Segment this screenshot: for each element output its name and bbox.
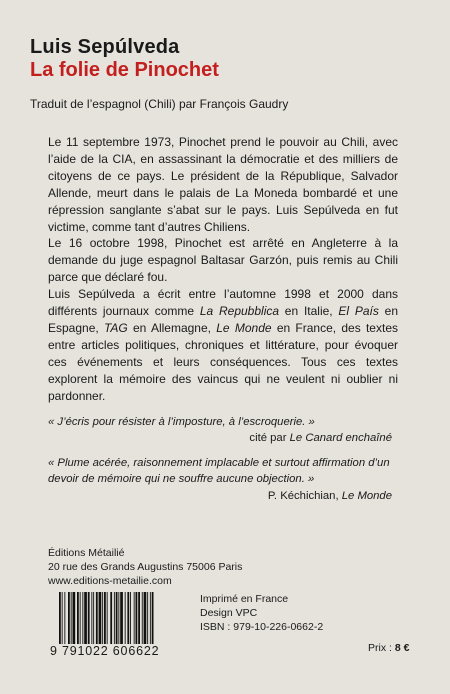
barcode-bar bbox=[84, 592, 87, 644]
barcode-bar bbox=[93, 592, 94, 644]
publisher-name: Éditions Métailié bbox=[48, 547, 125, 559]
press-quotes bbox=[48, 414, 392, 504]
barcode-bar bbox=[116, 592, 118, 644]
barcode-bar bbox=[138, 592, 140, 644]
barcode-bar bbox=[134, 592, 135, 644]
printed-in: Imprimé en France bbox=[200, 593, 289, 605]
barcode-bar bbox=[64, 592, 65, 644]
barcode-bar bbox=[73, 592, 76, 644]
newspaper-pais: El País bbox=[338, 304, 379, 319]
barcode-bar bbox=[118, 592, 119, 644]
barcode-bar bbox=[71, 592, 72, 644]
p3-text-5: en France, des textes entre articles politiques, chroniques et littérature, pour évoquer ces événements et leurs conséquences. Tous ces textes explorent la mémoire des vaincus qui ne veulent ni oublier ni pardonner. bbox=[48, 320, 398, 403]
barcode-digits: 9 791022 606622 bbox=[50, 644, 160, 658]
barcode-bar bbox=[152, 592, 154, 644]
barcode-bar bbox=[130, 592, 131, 644]
barcode-bar bbox=[147, 592, 148, 644]
newspaper-repubblica: La Repubblica bbox=[199, 304, 280, 319]
blurb bbox=[48, 134, 398, 405]
barcode-bar bbox=[62, 592, 63, 644]
barcode-bar bbox=[99, 592, 102, 644]
print-info bbox=[200, 592, 323, 635]
isbn-barcode bbox=[50, 592, 180, 660]
barcode-bar bbox=[136, 592, 138, 644]
p3-text-2: en Italie, bbox=[279, 304, 339, 319]
barcode-bar bbox=[127, 592, 129, 644]
barcode-bar bbox=[120, 592, 123, 644]
publisher-block bbox=[48, 546, 242, 589]
newspaper-monde: Le Monde bbox=[216, 320, 272, 335]
barcode-bars bbox=[58, 592, 176, 644]
blurb-paragraph-2: Le 16 octobre 1998, Pinochet est arrêté en Angleterre à la demande du juge espagnol Baltasar Garzón, puis remis au Chili parce que déclaré fou. bbox=[48, 236, 398, 285]
barcode-bar bbox=[102, 592, 103, 644]
barcode-bar bbox=[142, 592, 143, 644]
barcode-bar bbox=[114, 592, 115, 644]
design-credit: Design VPC bbox=[200, 607, 258, 620]
p3-text-1: Luis Sepúlveda a écrit entre l’automne 1998 et 2000 dans différents journaux comme bbox=[48, 287, 398, 319]
publisher-address: 20 rue des Grands Augustins 75006 Paris bbox=[48, 561, 243, 574]
p3-text-4: en Allemagne, bbox=[127, 320, 217, 335]
barcode-bar bbox=[96, 592, 98, 644]
barcode-bar bbox=[104, 592, 106, 644]
barcode-bar bbox=[144, 592, 147, 644]
price-label: Prix : bbox=[368, 642, 395, 654]
isbn-number: ISBN : 979-10-226-0662-2 bbox=[200, 621, 324, 634]
quote-2-attr-prefix: P. Kéchichian, bbox=[267, 489, 342, 502]
quote-1-attribution bbox=[48, 430, 392, 446]
barcode-bar bbox=[82, 592, 83, 644]
quote-2-attribution bbox=[48, 488, 392, 504]
price bbox=[368, 642, 409, 654]
barcode-bar bbox=[125, 592, 126, 644]
quote-1-text: « J’écris pour résister à l’imposture, à l’escroquerie. » bbox=[48, 416, 315, 428]
translator-credit: Traduit de l’espagnol (Chili) par François Gaudry bbox=[30, 97, 289, 111]
book-title: La folie de Pinochet bbox=[30, 59, 219, 81]
author-name: Luis Sepúlveda bbox=[30, 36, 180, 58]
blurb-paragraph-3 bbox=[48, 286, 398, 404]
barcode-bar bbox=[150, 592, 151, 644]
barcode-bar bbox=[59, 592, 61, 644]
barcode-bar bbox=[110, 592, 112, 644]
barcode-bar bbox=[80, 592, 81, 644]
barcode-bar bbox=[88, 592, 90, 644]
quote-1-attr-prefix: cité par bbox=[249, 432, 290, 445]
publisher-website: www.editions-metailie.com bbox=[48, 575, 172, 588]
barcode-bar bbox=[77, 592, 79, 644]
p3-text-3: en Espagne, bbox=[48, 304, 399, 335]
blurb-paragraph-1: Le 11 septembre 1973, Pinochet prend le pouvoir au Chili, avec l’aide de la CIA, en assassinant la démocratie et des milliers de citoyens de ce pays. Le président de la République, Salvador Allende, meurt dans le palais de La Moneda bombardé et une répression sanglante s’abat sur le pays. Luis Sepúlveda en fut victime, comme tant d’autres Chiliens. bbox=[48, 135, 398, 234]
quote-2-text: « Plume acérée, raisonnement implacable et surtout affirmation d’un devoir de mémoire qui ne souffre aucune objection. » bbox=[48, 456, 390, 486]
barcode-bar bbox=[68, 592, 70, 644]
quote-2-source: Le Monde bbox=[341, 489, 392, 502]
barcode-bar bbox=[107, 592, 108, 644]
barcode-bar bbox=[91, 592, 92, 644]
quote-1-source: Le Canard enchaîné bbox=[289, 432, 392, 445]
newspaper-tag: TAG bbox=[103, 320, 128, 335]
price-value: 8 € bbox=[394, 642, 410, 654]
